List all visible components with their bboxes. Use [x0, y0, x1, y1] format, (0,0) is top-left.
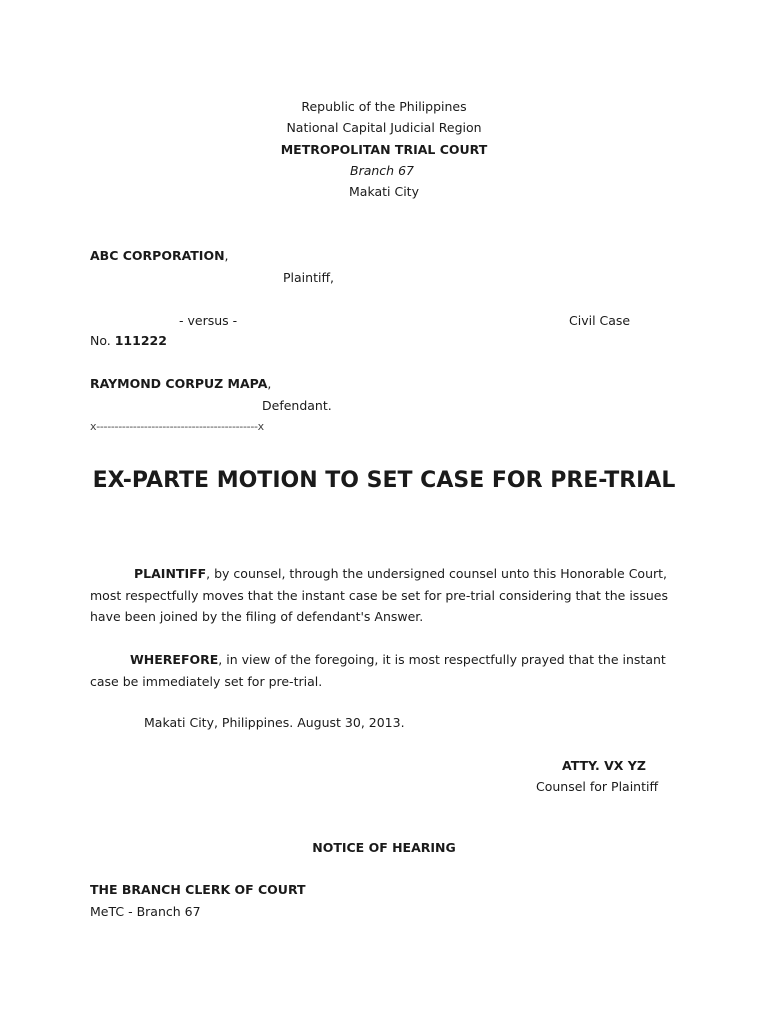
- region-line: National Capital Judicial Region: [286, 120, 482, 135]
- case-number-prefix: No.: [90, 333, 115, 348]
- branch-line: Branch 67: [350, 163, 414, 178]
- caption-divider: x--------------------------------------------x: [90, 420, 264, 433]
- document-title: EX-PARTE MOTION TO SET CASE FOR PRE-TRIAL: [92, 468, 676, 493]
- plaintiff-block: [90, 245, 229, 266]
- signatory-name: ATTY. VX YZ: [562, 758, 646, 773]
- republic-line: Republic of the Philippines: [301, 99, 467, 114]
- paragraph-1: [90, 563, 690, 628]
- paragraph-1-lead: PLAINTIFF: [134, 566, 207, 581]
- notice-addressee-line2: MeTC - Branch 67: [90, 904, 201, 919]
- defendant-name: RAYMOND CORPUZ MAPA: [90, 376, 268, 391]
- plaintiff-role: Plaintiff,: [283, 270, 335, 285]
- defendant-block: [90, 373, 271, 394]
- paragraph-2-lead: WHEREFORE: [130, 652, 219, 667]
- paragraph-1-text: , by counsel, through the undersigned counsel unto this Honorable Court, most respectfully moves that the instant case be set for pre-trial considering that the issues have been joined by the filing of defendant's Answer.: [90, 566, 668, 624]
- case-label: Civil Case: [569, 313, 631, 328]
- notice-heading: NOTICE OF HEARING: [312, 840, 456, 855]
- plaintiff-name-suffix: ,: [224, 248, 229, 263]
- plaintiff-name: ABC CORPORATION: [90, 248, 225, 263]
- signatory-role: Counsel for Plaintiff: [536, 779, 659, 794]
- paragraph-2-text: , in view of the foregoing, it is most respectfully prayed that the instant case be immediately set for pre-trial.: [90, 652, 666, 689]
- case-number: 111222: [114, 333, 167, 348]
- paragraph-2: [90, 649, 690, 692]
- notice-addressee: THE BRANCH CLERK OF COURT: [90, 882, 306, 897]
- dateline: Makati City, Philippines. August 30, 2013.: [144, 715, 405, 730]
- defendant-name-suffix: ,: [267, 376, 272, 391]
- case-number-line: [90, 330, 167, 351]
- court-name: METROPOLITAN TRIAL COURT: [280, 142, 488, 157]
- defendant-role: Defendant.: [262, 398, 332, 413]
- versus-text: - versus -: [179, 313, 238, 328]
- city-line: Makati City: [349, 184, 419, 199]
